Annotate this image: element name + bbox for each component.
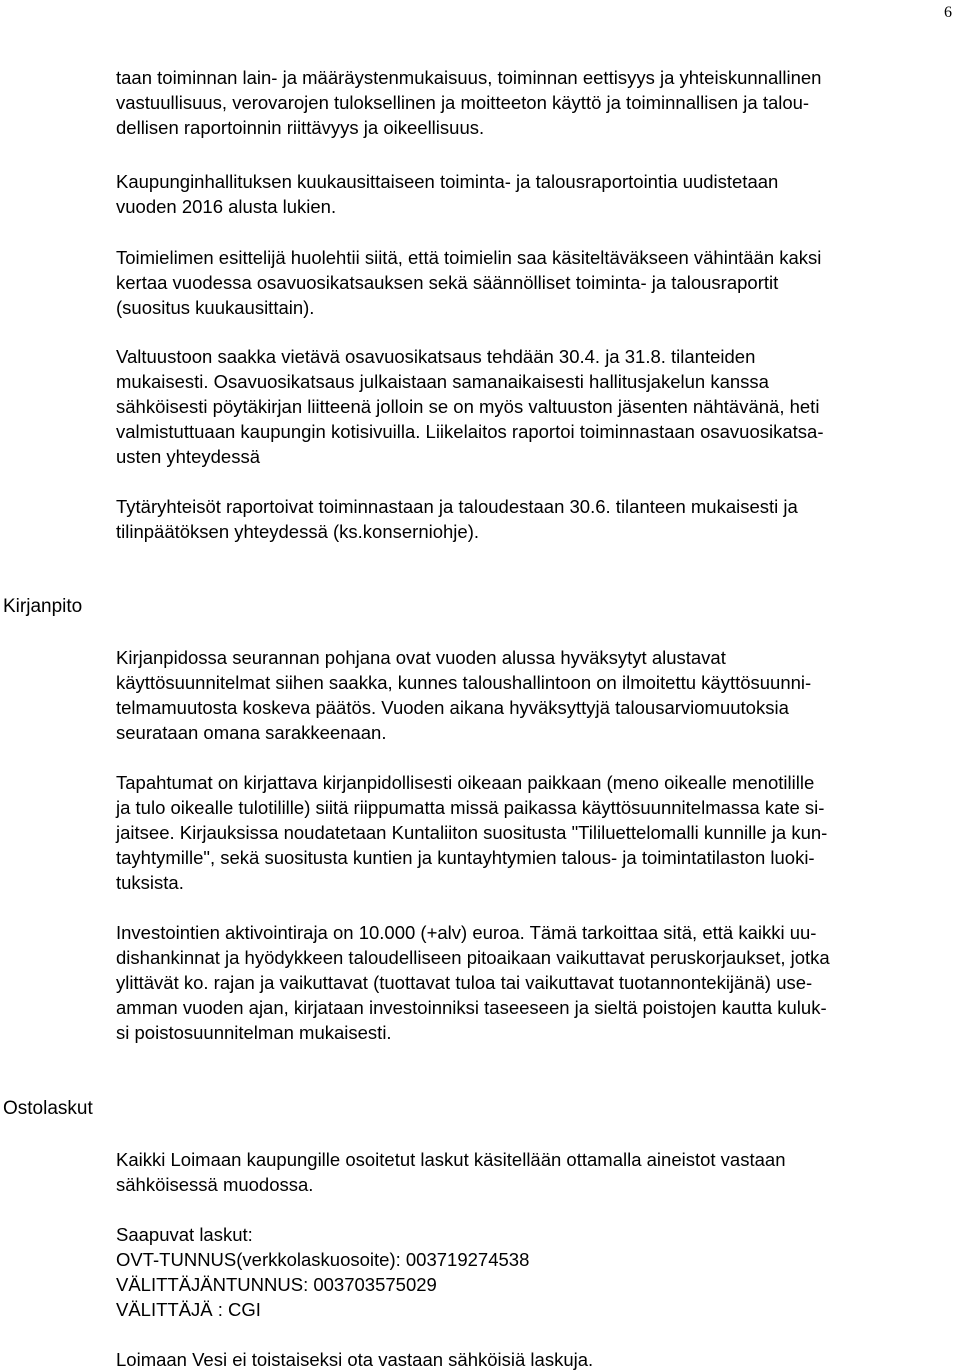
text-line: telmamuutosta koskeva päätös. Vuoden aikana hyväksyttyjä talousarviomuutoksia bbox=[116, 697, 789, 718]
text-line: kertaa vuodessa osavuosikatsauksen sekä säännölliset toiminta- ja talousraportit bbox=[116, 272, 779, 293]
text-line: sähköisessä muodossa. bbox=[116, 1174, 314, 1195]
text-line: Toimielimen esittelijä huolehtii siitä, että toimielin saa käsiteltäväkseen vähintään kaksi bbox=[116, 247, 822, 268]
text-line: Investointien aktivointiraja on 10.000 (+alv) euroa. Tämä tarkoittaa sitä, että kaikki uu- bbox=[116, 922, 817, 943]
text-line: Tapahtumat on kirjattava kirjanpidollisesti oikeaan paikkaan (meno oikealle menotilille bbox=[116, 772, 815, 793]
text-line: sähköisesti pöytäkirjan liitteenä jolloin se on myös valtuuston jäsenten nähtävänä, heti bbox=[116, 396, 820, 417]
text-line: usten yhteydessä bbox=[116, 446, 260, 467]
text-line: dellisen raportoinnin riittävyys ja oikeellisuus. bbox=[116, 117, 485, 138]
text-line: käyttösuunnitelmat siihen saakka, kunnes taloushallintoon on ilmoitettu käyttösuunni- bbox=[116, 672, 812, 693]
text-line: (suositus kuukausittain). bbox=[116, 297, 315, 318]
text-line: jaitsee. Kirjauksissa noudatetaan Kuntaliiton suositusta "Tililuettelomalli kunnille ja kun- bbox=[116, 822, 828, 843]
text-line: OVT-TUNNUS(verkkolaskuosoite): 003719274538 bbox=[116, 1249, 530, 1270]
intro-para-1 bbox=[116, 65, 936, 140]
text-line: valmistuttuaan kaupungin kotisivuilla. Liikelaitos raportoi toiminnastaan osavuosikatsa- bbox=[116, 421, 824, 442]
ostolaskut-para-3 bbox=[116, 1347, 936, 1372]
kirjanpito-para-1 bbox=[116, 645, 936, 745]
text-line: si poistosuunnitelman mukaisesti. bbox=[116, 1022, 392, 1043]
text-line: dishankinnat ja hyödykkeen taloudelliseen pitoaikaan vaikuttavat peruskorjaukset, jotka bbox=[116, 947, 830, 968]
text-line: ylittävät ko. rajan ja vaikuttavat (tuottavat tuloa tai vaikuttavat tuotannontekijänä) use- bbox=[116, 972, 813, 993]
section-heading-kirjanpito: Kirjanpito bbox=[3, 596, 83, 617]
text-line: vuoden 2016 alusta lukien. bbox=[116, 196, 337, 217]
text-line: tuksista. bbox=[116, 872, 184, 893]
section-heading-ostolaskut: Ostolaskut bbox=[3, 1098, 93, 1119]
intro-para-2 bbox=[116, 169, 936, 219]
ostolaskut-para-1 bbox=[116, 1147, 936, 1197]
text-line: Valtuustoon saakka vietävä osavuosikatsaus tehdään 30.4. ja 31.8. tilanteiden bbox=[116, 346, 756, 367]
text-line: Saapuvat laskut: bbox=[116, 1224, 253, 1245]
text-line: VÄLITTÄJÄNTUNNUS: 003703575029 bbox=[116, 1274, 437, 1295]
text-line: taan toiminnan lain- ja määräystenmukaisuus, toiminnan eettisyys ja yhteiskunnallinen bbox=[116, 67, 822, 88]
text-line: Kaikki Loimaan kaupungille osoitetut laskut käsitellään ottamalla aineistot vastaan bbox=[116, 1149, 786, 1170]
text-line: vastuullisuus, verovarojen tuloksellinen ja moitteeton käyttö ja toiminnallisen ja talou- bbox=[116, 92, 810, 113]
text-line: seurataan omana sarakkeenaan. bbox=[116, 722, 387, 743]
intro-para-5 bbox=[116, 494, 936, 544]
text-line: Tytäryhteisöt raportoivat toiminnastaan ja taloudestaan 30.6. tilanteen mukaisesti ja bbox=[116, 496, 798, 517]
text-line: Kirjanpidossa seurannan pohjana ovat vuoden alussa hyväksytyt alustavat bbox=[116, 647, 726, 668]
ostolaskut-para-2 bbox=[116, 1222, 936, 1322]
intro-para-4 bbox=[116, 344, 936, 469]
text-line: Loimaan Vesi ei toistaiseksi ota vastaan sähköisiä laskuja. bbox=[116, 1349, 594, 1370]
page-number: 6 bbox=[944, 4, 952, 21]
text-line: ja tulo oikealle tulotilille) siitä riippumatta missä paikassa käyttösuunnitelmassa kate si- bbox=[116, 797, 825, 818]
text-line: tilinpäätöksen yhteydessä (ks.konserniohje). bbox=[116, 521, 479, 542]
text-line: VÄLITTÄJÄ : CGI bbox=[116, 1299, 261, 1320]
intro-para-3 bbox=[116, 245, 936, 320]
text-line: tayhtymille", sekä suositusta kuntien ja kuntayhtymien talous- ja toimintatilaston luoki- bbox=[116, 847, 815, 868]
text-line: amman vuoden ajan, kirjataan investoinniksi taseeseen ja sieltä poistojen kautta kuluk- bbox=[116, 997, 827, 1018]
kirjanpito-para-2 bbox=[116, 770, 936, 895]
text-line: Kaupunginhallituksen kuukausittaiseen toiminta- ja talousraportointia uudistetaan bbox=[116, 171, 779, 192]
kirjanpito-para-3 bbox=[116, 920, 936, 1045]
text-line: mukaisesti. Osavuosikatsaus julkaistaan samanaikaisesti hallitusjakelun kanssa bbox=[116, 371, 769, 392]
